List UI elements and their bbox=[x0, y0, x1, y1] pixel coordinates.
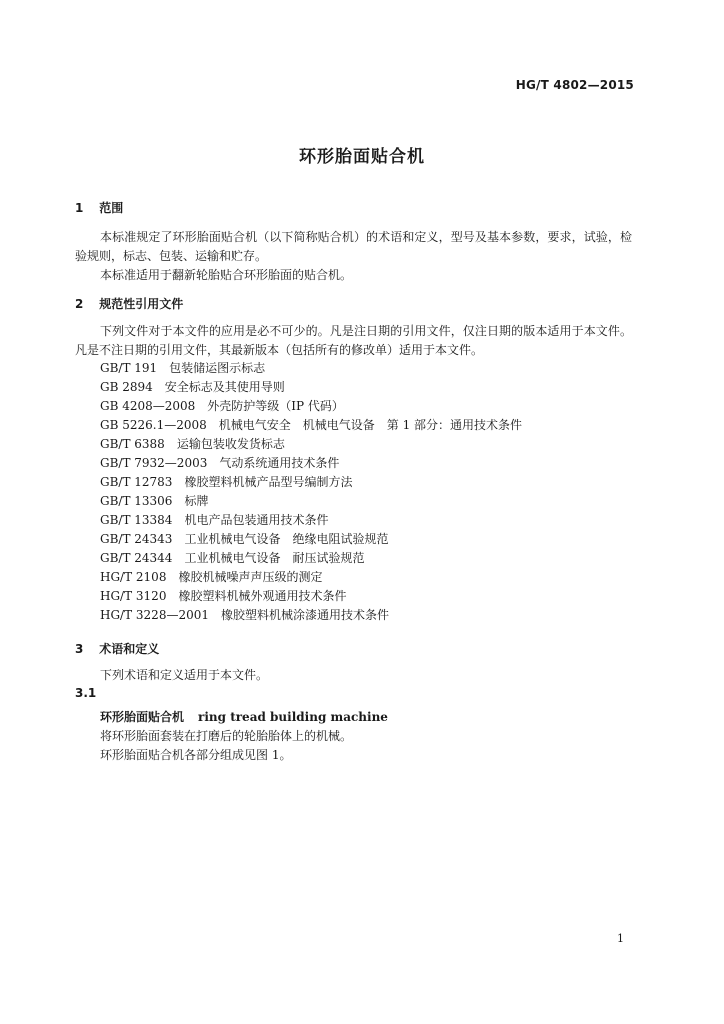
reference-item bbox=[100, 606, 522, 625]
reference-code: GB 2894 bbox=[100, 380, 153, 394]
reference-code: HG/T 3228—2001 bbox=[100, 608, 209, 622]
section-1-heading bbox=[75, 199, 123, 216]
page-number: 1 bbox=[617, 932, 624, 945]
section-1-paragraph-2: 本标准适用于翻新轮胎贴合环形胎面的贴合机。 bbox=[100, 268, 353, 282]
reference-title: 橡胶塑料机械产品型号编制方法 bbox=[184, 475, 353, 489]
term-english: ring tread building machine bbox=[198, 710, 388, 724]
reference-title: 工业机械电气设备 耐压试验规范 bbox=[184, 551, 365, 565]
reference-item bbox=[100, 511, 522, 530]
reference-title: 橡胶塑料机械外观通用技术条件 bbox=[178, 589, 347, 603]
reference-item bbox=[100, 416, 522, 435]
subsection-3-1-number: 3.1 bbox=[75, 686, 97, 700]
term-entry bbox=[100, 708, 388, 725]
reference-title: 包装储运图示标志 bbox=[169, 361, 266, 375]
reference-title: 标牌 bbox=[184, 494, 209, 508]
reference-item bbox=[100, 530, 522, 549]
reference-item bbox=[100, 492, 522, 511]
reference-title: 橡胶机械噪声声压级的测定 bbox=[178, 570, 323, 584]
reference-code: GB/T 24343 bbox=[100, 532, 173, 546]
section-3-intro: 下列术语和定义适用于本文件。 bbox=[100, 668, 269, 682]
reference-item bbox=[100, 435, 522, 454]
section-number: 1 bbox=[75, 201, 84, 215]
section-number: 3 bbox=[75, 642, 84, 656]
reference-title: 机械电气安全 机械电气设备 第 1 部分：通用技术条件 bbox=[218, 418, 523, 432]
reference-item bbox=[100, 454, 522, 473]
reference-item bbox=[100, 473, 522, 492]
reference-code: GB/T 6388 bbox=[100, 437, 165, 451]
reference-title: 运输包装收发货标志 bbox=[176, 437, 285, 451]
section-1-paragraph-1: 本标准规定了环形胎面贴合机（以下简称贴合机）的术语和定义，型号及基本参数，要求，试验，检验规则，标志、包装、运输和贮存。 bbox=[75, 230, 632, 263]
reference-code: GB/T 13306 bbox=[100, 494, 173, 508]
standard-code: HG/T 4802—2015 bbox=[515, 78, 634, 92]
reference-code: GB/T 12783 bbox=[100, 475, 173, 489]
term-definition: 将环形胎面套装在打磨后的轮胎胎体上的机械。 bbox=[100, 729, 353, 743]
reference-code: GB 4208—2008 bbox=[100, 399, 196, 413]
section-title: 范围 bbox=[99, 201, 124, 215]
reference-item bbox=[100, 587, 522, 606]
reference-code: GB/T 13384 bbox=[100, 513, 173, 527]
reference-code: HG/T 3120 bbox=[100, 589, 167, 603]
reference-code: GB/T 7932—2003 bbox=[100, 456, 208, 470]
section-3-heading bbox=[75, 640, 159, 657]
section-2-heading bbox=[75, 295, 183, 312]
document-title: 环形胎面贴合机 bbox=[299, 147, 425, 167]
section-number: 2 bbox=[75, 297, 84, 311]
term-chinese: 环形胎面贴合机 bbox=[100, 710, 185, 724]
figure-reference-note: 环形胎面贴合机各部分组成见图 1。 bbox=[100, 748, 292, 762]
reference-title: 外壳防护等级（IP 代码） bbox=[207, 399, 344, 413]
reference-title: 机电产品包装通用技术条件 bbox=[184, 513, 329, 527]
reference-item bbox=[100, 549, 522, 568]
reference-title: 气动系统通用技术条件 bbox=[219, 456, 340, 470]
reference-item bbox=[100, 568, 522, 587]
reference-title: 橡胶塑料机械涂漆通用技术条件 bbox=[221, 608, 390, 622]
reference-list bbox=[100, 359, 522, 625]
reference-item bbox=[100, 359, 522, 378]
reference-title: 工业机械电气设备 绝缘电阻试验规范 bbox=[184, 532, 389, 546]
reference-code: GB/T 24344 bbox=[100, 551, 173, 565]
reference-title: 安全标志及其使用导则 bbox=[164, 380, 285, 394]
reference-item bbox=[100, 378, 522, 397]
section-title: 规范性引用文件 bbox=[99, 297, 184, 311]
reference-code: GB/T 191 bbox=[100, 361, 158, 375]
reference-code: GB 5226.1—2008 bbox=[100, 418, 207, 432]
section-title: 术语和定义 bbox=[99, 642, 160, 656]
section-2-intro: 下列文件对于本文件的应用是必不可少的。凡是注日期的引用文件，仅注日期的版本适用于本文件。凡是不注日期的引用文件，其最新版本（包括所有的修改单）适用于本文件。 bbox=[75, 324, 632, 357]
reference-code: HG/T 2108 bbox=[100, 570, 167, 584]
reference-item bbox=[100, 397, 522, 416]
